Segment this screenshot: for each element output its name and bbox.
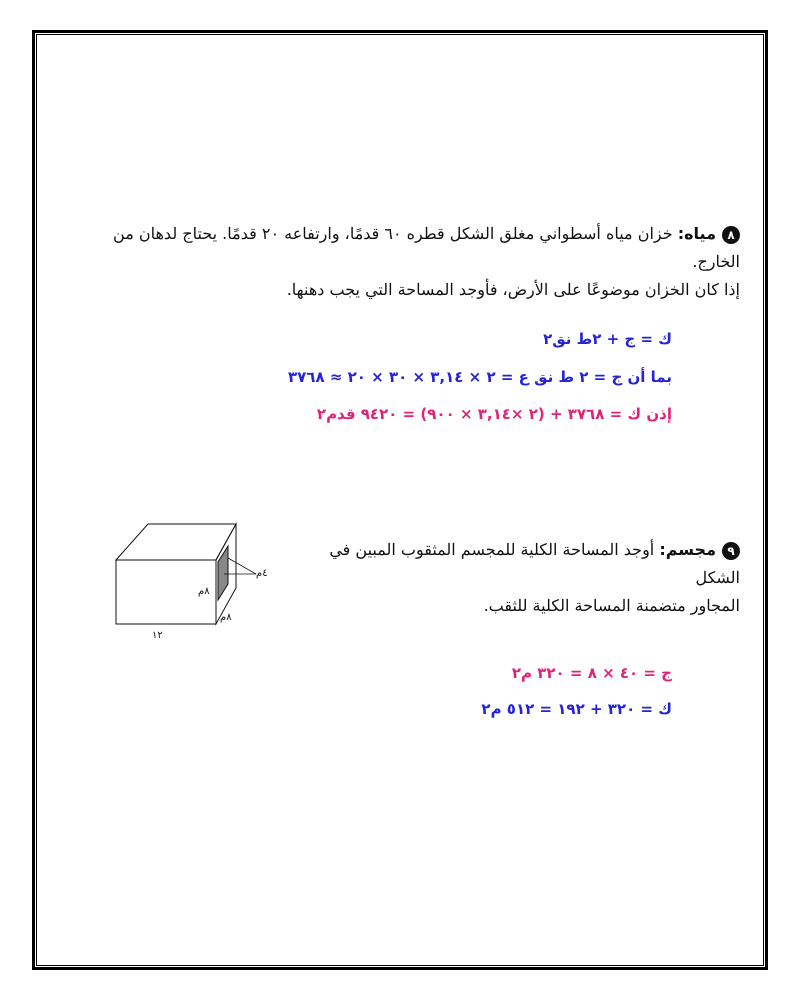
solution-8-line-1: ك = ج + ٢ط نق٢: [543, 330, 672, 348]
solution-8-line-3: إذن ك = ٣٧٦٨ + (٢ ×٣,١٤ × ٩٠٠) = ٩٤٢٠ قدم٢: [316, 405, 672, 423]
problem-8-line-1: [100, 220, 740, 276]
box-top-face: [116, 524, 236, 560]
solution-9-line-1: ج = ٤٠ × ٨ = ٣٢٠ م٢: [511, 664, 672, 682]
problem-label: مجسم:: [659, 540, 716, 559]
problem-text: أوجد المساحة الكلية للمجسم المثقوب المبين في الشكل: [329, 540, 740, 587]
width-label: ١٢: [152, 630, 163, 641]
hole-pointer-line: [228, 558, 256, 574]
depth-label: ٨م: [220, 612, 232, 623]
problem-9: [280, 536, 740, 620]
solution-8-line-2: بما أن ج = ٢ ط نق ع = ٢ × ٣,١٤ × ٣٠ × ٢٠ ≈ ٣٧٦٨: [287, 368, 672, 386]
page-border-inner: [36, 34, 764, 966]
problem-number-badge: ٨: [722, 226, 740, 244]
box-diagram: [104, 518, 284, 648]
problem-9-line-1: [280, 536, 740, 592]
problem-9-line-2: المجاور متضمنة المساحة الكلية للثقب.: [483, 596, 740, 615]
problem-number-badge: ٩: [722, 542, 740, 560]
problem-text: خزان مياه أسطواني مغلق الشكل قطره ٦٠ قدمًا، وارتفاعه ٢٠ قدمًا. يحتاج لدهان من الخارج.: [113, 224, 740, 271]
height-label: ٨م: [198, 586, 210, 597]
hole-size-label: ٤م: [256, 568, 268, 579]
holed-box-figure: [104, 518, 284, 648]
solution-9-line-2: ك = ٣٢٠ + ١٩٢ = ٥١٢ م٢: [481, 700, 672, 718]
problem-8: [100, 220, 740, 304]
problem-8-line-2: إذا كان الخزان موضوعًا على الأرض، فأوجد المساحة التي يجب دهنها.: [286, 280, 740, 299]
problem-label: مياه:: [677, 224, 716, 243]
